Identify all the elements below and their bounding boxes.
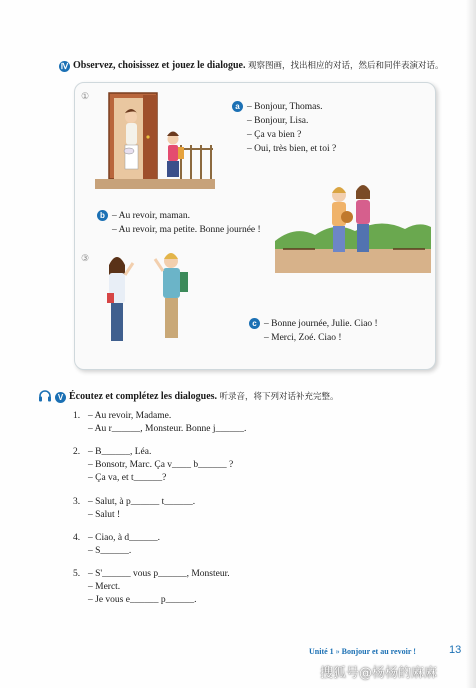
dialogue-c: [249, 317, 378, 345]
section1-title-cn: 观察图画，找出相应的对话，然后和同伴表演对话。: [247, 61, 444, 71]
exercise-5-line-1: – S'______ vous p______, Monsteur.: [88, 569, 230, 579]
footer-separator: »: [335, 647, 340, 656]
headphones-icon[interactable]: [38, 389, 52, 406]
section1-heading: [59, 59, 459, 73]
footer-unit-title: [309, 647, 416, 656]
dialogue-a-line-2: – Bonjour, Lisa.: [247, 116, 309, 126]
exercise-3-number: 3.: [73, 497, 81, 507]
exercise-5-line-2: – Merct.: [88, 582, 121, 592]
exercise-2-number: 2.: [73, 447, 81, 457]
exercise-5-line-3: – Je vous e______ p______.: [88, 595, 197, 605]
dialogue-b: [97, 209, 261, 237]
dialogue-a-line-3: – Ça va bien ?: [247, 130, 302, 140]
watermark: 搜狐号@杨杨的麻麻: [320, 666, 438, 681]
section2-badge: V: [55, 392, 66, 403]
exercise-2: [73, 446, 233, 485]
exercise-2-line-1: – B______, Léa.: [88, 447, 152, 457]
section2-title-cn: 听录音，将下列对话补充完整。: [219, 392, 339, 402]
exercise-1-number: 1.: [73, 411, 81, 421]
footer-unit-subtitle: Bonjour et au revoir !: [341, 647, 416, 656]
exercise-4-line-2: – S______.: [88, 546, 132, 556]
exercise-2-line-2: – Bonsotr, Marc. Ça v____ b______ ?: [88, 460, 234, 470]
dialogue-c-line-2: – Merci, Zoé. Ciao !: [264, 333, 342, 343]
exercise-1-line-1: – Au revoir, Madame.: [88, 411, 172, 421]
dialogue-a-label: a: [232, 101, 243, 112]
scene-1-illustration: [95, 89, 215, 189]
dialogue-b-label: b: [97, 210, 108, 221]
exercise-2-line-3: – Ça va, et t______?: [88, 473, 167, 483]
exercise-3: [73, 496, 195, 522]
dialogue-b-line-2: – Au revoir, ma petite. Bonne journée !: [112, 225, 261, 235]
exercise-5-number: 5.: [73, 569, 81, 579]
exercise-4: [73, 532, 160, 558]
scene-number-1: ①: [81, 91, 90, 101]
page-number: 13: [449, 644, 462, 656]
exercise-1-line-2: – Au r______, Monsteur. Bonne j______.: [88, 424, 247, 434]
section1-title-fr: Observez, choisissez et jouez le dialogue.: [73, 60, 246, 71]
page-edge-shadow: [466, 0, 476, 688]
footer-unit: Unité 1: [309, 647, 334, 656]
scene-3-illustration: [95, 245, 205, 355]
scene-number-3: ③: [81, 253, 90, 263]
section1-badge: Ⅳ: [60, 62, 69, 71]
section2-heading: [38, 389, 458, 406]
exercise-3-line-1: – Salut, à p______ t______.: [88, 497, 196, 507]
dialogue-c-line-1: – Bonne journée, Julie. Ciao !: [264, 319, 378, 329]
exercise-5: [73, 568, 230, 607]
dialogue-a-line-1: – Bonjour, Thomas.: [247, 102, 323, 112]
dialogue-b-line-1: – Au revoir, maman.: [112, 211, 190, 221]
dialogue-a-line-4: – Oui, très bien, et toi ?: [247, 144, 337, 154]
dialogue-c-label: c: [249, 318, 260, 329]
section2-title-fr: Écoutez et complétez les dialogues.: [69, 391, 218, 402]
exercise-4-number: 4.: [73, 533, 81, 543]
exercise-3-line-2: – Salut !: [88, 510, 121, 520]
dialogue-a: [232, 100, 336, 156]
exercise-1: [73, 410, 246, 436]
illustration-panel: [74, 82, 436, 370]
exercise-4-line-1: – Ciao, à d______.: [88, 533, 161, 543]
scene-2-illustration: [275, 175, 431, 273]
